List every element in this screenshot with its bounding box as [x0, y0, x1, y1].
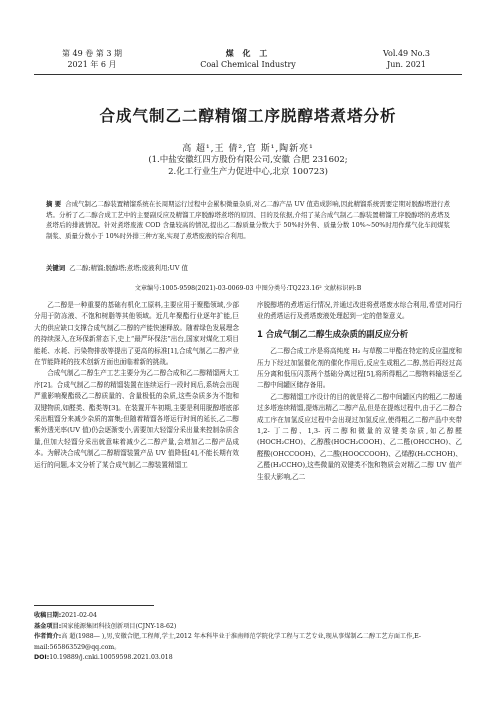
section-heading: 1 合成气制乙二醇生成杂质的副反应分析 — [257, 328, 409, 339]
left-column — [34, 300, 239, 471]
footnote-text: 2021-02-04 — [61, 612, 97, 619]
classification-line: 文章编号:1005-9598(2021)-03-0069-03 中图分类号:TQ223.16² 文献标识码:B — [134, 285, 362, 292]
footnote-text: 10.19889/j.cnki.10059598.2021.03.018 — [49, 654, 173, 662]
keywords — [46, 263, 450, 272]
footnote-label: 作者简介: — [34, 633, 62, 641]
header-date-en: Jun. 2021 — [387, 60, 426, 69]
keywords-text: 乙二醇;精馏;脱醇塔;煮塔;废液利用;UV 值 — [69, 264, 188, 272]
footnote-funding — [34, 622, 462, 633]
affiliation-2: 2.化工行业生产力促进中心,北京 100723) — [168, 167, 328, 177]
right-column — [257, 300, 462, 483]
header-volume-issue: 第 49 卷 第 3 期 — [62, 49, 122, 58]
body-paragraph: 合成气制乙二醇生产工艺主要分为乙二醇合成和乙二醇精馏两大工序[2]。合成气制乙二醇的精馏装置在连续运行一段时间后,系统会出现严重影响聚酯级乙二醇质量的、含量极低的杂质,这些杂质多为不饱和双键物质,如醛类、酯类等[3]。在装置开车初期,主要是利用脱醇塔底部采出粗馏分来减少杂质的富集;但随着精馏各塔运行时间的延长,乙二醇紫外透光率(UV 值)仍会逐渐变小,需要加大轻馏分采出量来控制杂质含量,但加大轻馏分采出就意味着减少乙二醇产量,会增加乙二醇产品成本。为解决合成气制乙二醇精馏装置产品 UV 值降低[4],不能长期有效运行的问题,本文分析了某合成气制乙二醇装置精馏工 — [34, 369, 239, 469]
footnote-text: 国家能源集团科技创新项目(CJNY-18-62) — [61, 622, 177, 630]
paper-title: 合成气制乙二醇精馏工序脱醇塔煮塔分析 — [99, 107, 397, 125]
header-journal-cn: 煤 化 工 — [225, 48, 271, 58]
abstract — [46, 199, 450, 241]
footnote-doi — [34, 653, 462, 664]
body-paragraph: 序脱醇塔的煮塔运行情况,并通过改进将煮塔废水综合利用,希望对同行业的煮塔运行及煮塔废液处理起到一定的借鉴意义。 — [257, 301, 462, 321]
body-paragraph: 乙二醇是一种重要的基础有机化工原料,主要应用于聚酯领域,少部分用于防冻液、不饱和树脂等其他领域。近几年聚酯行业逐年扩能,巨大的供应缺口支撑合成气制乙二醇的产能快速释放。随着绿色发展理念的持续深入,在环保新常态下,史上“最严环保法”出台,国家对煤化工项目能耗、水耗、污染物排放等提出了更高的标准[1],合成气制乙二醇产业在节能降耗的技术创新方面也面临着新的挑战。 — [34, 301, 239, 367]
footnote-received — [34, 611, 462, 622]
footnote-separator — [34, 605, 154, 606]
header-vol-no: Vol.49 No.3 — [383, 49, 430, 58]
header-volume-en — [383, 48, 430, 70]
paper-affiliations — [0, 154, 496, 178]
footnote-label: DOI: — [34, 654, 50, 662]
header-journal-en: Coal Chemical Industry — [200, 60, 296, 69]
footnote-author — [34, 632, 462, 653]
journal-header — [34, 44, 462, 75]
header-date-cn: 2021 年 6 月 — [67, 60, 117, 69]
keywords-label: 关键词 — [46, 264, 66, 272]
paper-authors: 高 超¹,王 倩²,官 斯¹,陶新亮¹ — [182, 144, 314, 154]
footnotes — [34, 611, 462, 664]
footnote-text: 高 超(1988— ),男,安徽合肥,工程师,学士,2012 年本科毕业于淮南师范学院化学工程与工艺专业,现从事煤制乙二醇工艺方面工作,E-mail:565863529@qq.com。 — [34, 633, 421, 651]
affiliation-1: (1.中盐安徽红四方股份有限公司,安徽 合肥 231602; — [148, 155, 348, 165]
abstract-label: 摘 要 — [46, 200, 62, 208]
footnote-label: 基金项目: — [34, 622, 62, 630]
footnote-label: 收稿日期: — [34, 612, 62, 619]
body-paragraph: 乙二醇精馏工序设计的目的就是将乙二醇中间罐区内的粗乙二醇通过多塔连续精馏,提炼出精乙二醇产品,但是在提炼过程中,由于乙二醇合成工序在加氢反应过程中会出现过加氢反应,使得粗乙二醇产品中夹带 1,2- 丁二醇、1,3- 丙二醇和微量的双键类杂质,如乙醇醛(HOCH₂CHO)、乙醇酸(HOCH₂COOH)、乙二醛(OHCCHO)、乙醛酸(OHCCOOH)、乙二酸(HOOCCOOH)、乙烯醇(H₂CCHOH)、乙醛(H₃CCHO),这些微量的双键类不饱和物质会对精乙二醇 UV 值产生很大影响,乙二 — [257, 392, 462, 481]
body-paragraph: 乙二醇合成工序是将高纯度 H₂ 与草酸二甲酯在特定的反应温度和压力下经过加氢催化剂的催化作用后,反应生成粗乙二醇,然后再经过高压分离和低压闪蒸两个基础分离过程[5],将所得粗乙二醇物料输送至乙二醇中间罐区储存备用。 — [257, 347, 462, 390]
abstract-text: 合成气制乙二醇装置精馏系统在长周期运行过程中会累积微量杂质,对乙二醇产品 UV 值造成影响,因此精馏系统需要定期对脱醇塔进行煮塔。分析了乙二醇合成工艺中的主要副反应及精馏工序脱醇塔煮塔的原因、目的及依据,介绍了某合成气制乙二醇装置精馏工序脱醇塔的煮塔及煮塔后的排液情况。针对煮塔废液 COD 含量较高的情况,提出乙二醇质量分数大于 50%时外售、质量分数 10%~50%时用作煤气化车间煤浆制浆、质量分数小于 10%时外排三种方案,实现了煮塔废液的综合利用。 — [46, 200, 450, 240]
